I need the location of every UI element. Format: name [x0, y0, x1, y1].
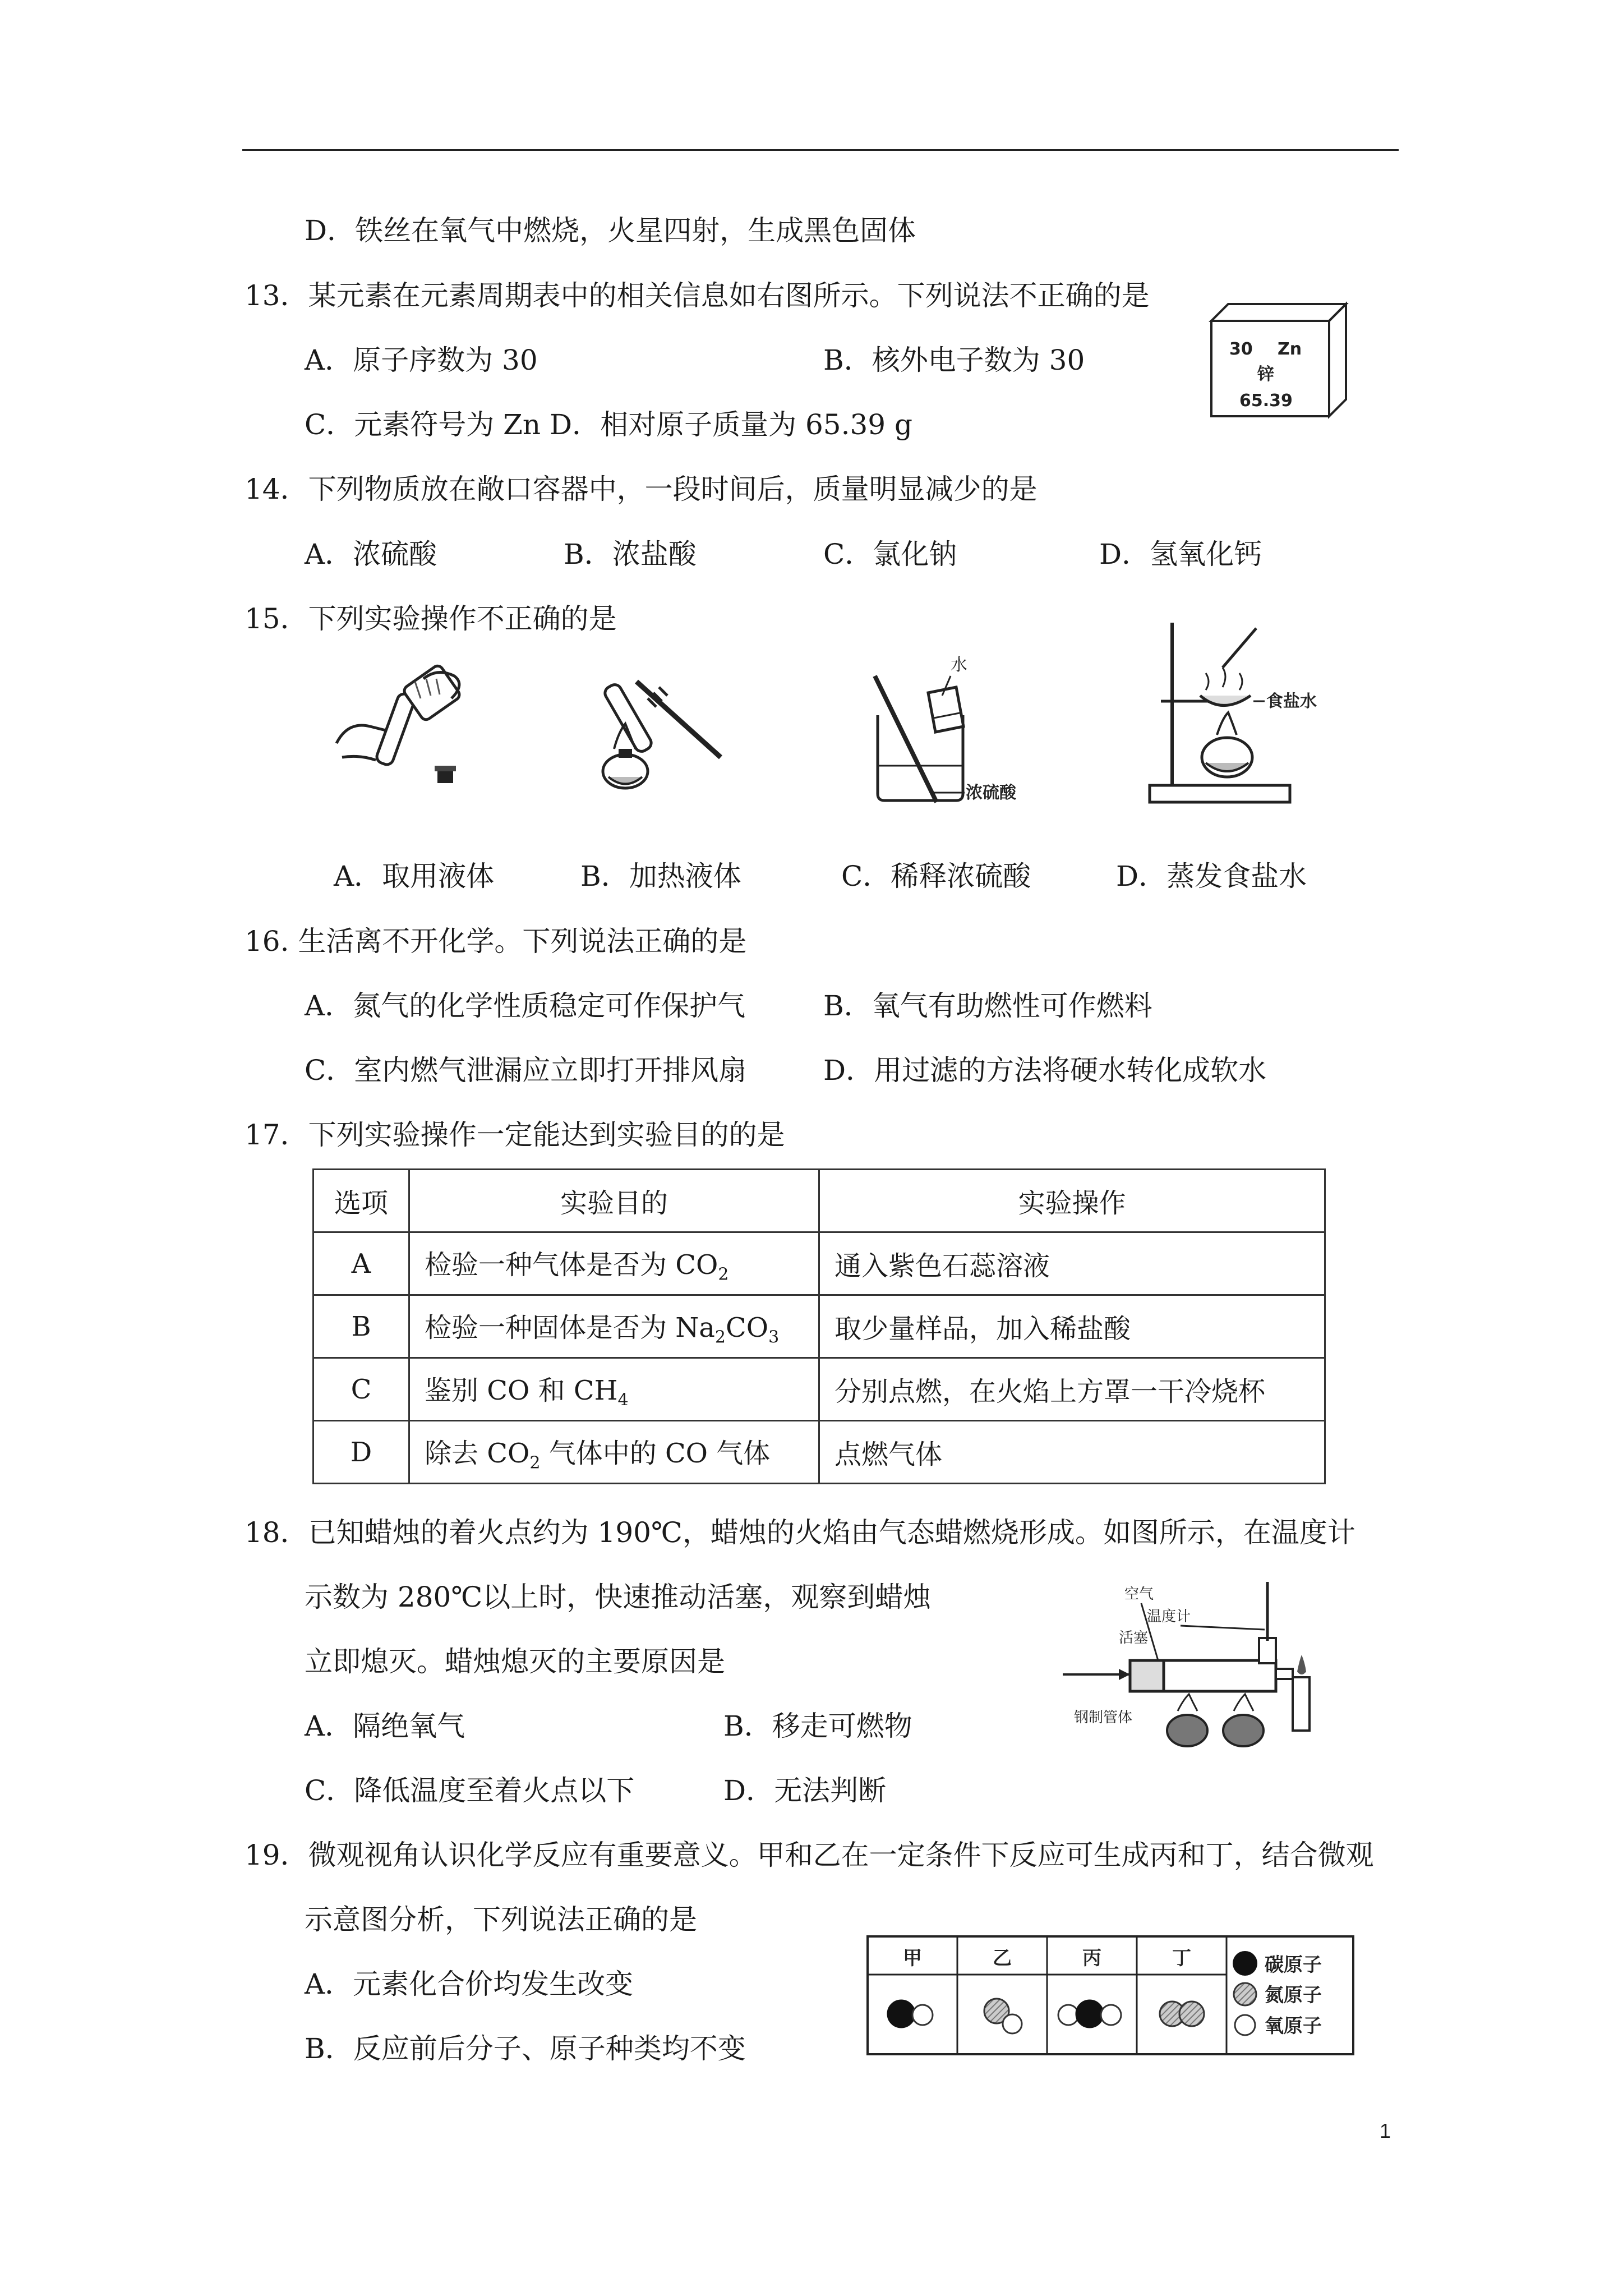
legend-oxygen: 氧原子: [1265, 2015, 1322, 2037]
fig-air-label: 空气: [1124, 1586, 1154, 1603]
q19-option-a: A．元素化合价均发生改变: [305, 1968, 634, 2000]
table-row: [313, 1295, 1325, 1358]
q15-label-a: A．取用液体: [334, 860, 495, 892]
table-header-option: 选项: [313, 1170, 409, 1232]
q14-option-a: A．浓硫酸: [305, 538, 437, 570]
q19-option-b: B．反应前后分子、原子种类均不变: [305, 2032, 746, 2065]
fig-c-acid-label: 浓硫酸: [966, 783, 1016, 803]
fig-thermometer-label: 温度计: [1147, 1608, 1191, 1625]
q15-label-b: B．加热液体: [580, 860, 741, 892]
q13-option-cd: C．元素符号为 Zn D．相对原子质量为 65.39 g: [305, 408, 913, 441]
q18-stem-line1: 18．已知蜡烛的着火点约为 190℃，蜡烛的火焰由气态蜡燃烧形成。如图所示，在温度计: [245, 1516, 1355, 1549]
element-symbol: Zn: [1278, 339, 1302, 359]
header-bing: 丙: [1082, 1947, 1101, 1970]
row-d-operation: 点燃气体: [819, 1421, 1325, 1484]
legend-carbon: 碳原子: [1265, 1954, 1322, 1976]
q15-label-d: D．蒸发食盐水: [1116, 860, 1307, 892]
row-b-option: B: [313, 1295, 409, 1358]
page-number: 1: [1380, 2119, 1391, 2142]
q17-table: [312, 1168, 1326, 1484]
q18-option-b: B．移走可燃物: [723, 1710, 912, 1742]
fig-b-heat-liquid: [592, 665, 737, 805]
q18-option-d: D．无法判断: [723, 1774, 887, 1807]
element-card-figure: [1206, 298, 1352, 422]
q13-option-b: B．核外电子数为 30: [823, 344, 1085, 376]
q14-option-c: C．氯化钠: [823, 538, 957, 570]
table-row: [313, 1232, 1325, 1295]
header-yi: 乙: [993, 1947, 1012, 1970]
element-number: 30: [1229, 339, 1253, 359]
row-d-aim: 除去 $CO_2$ 气体中的 CO 气体: [409, 1421, 819, 1484]
q15-label-c: C．稀释浓硫酸: [841, 860, 1031, 892]
row-a-aim: 检验一种气体是否为 $CO_2$: [409, 1232, 819, 1295]
q18-stem-line3: 立即熄灭。蜡烛熄灭的主要原因是: [305, 1645, 725, 1678]
q16-option-d: D．用过滤的方法将硬水转化成软水: [823, 1054, 1267, 1087]
table-header-aim: 实验目的: [409, 1170, 819, 1232]
q16-stem: 16. 生活离不开化学。下列说法正确的是: [245, 925, 747, 958]
header-rule: [242, 149, 1399, 151]
table-row: [313, 1421, 1325, 1484]
q13-stem: 13．某元素在元素周期表中的相关信息如右图所示。下列说法不正确的是: [245, 279, 1150, 312]
fig-tube-label: 钢制管体: [1074, 1709, 1133, 1726]
fig-d-label: 食盐水: [1266, 692, 1317, 711]
q16-option-c: C．室内燃气泄漏应立即打开排风扇: [305, 1054, 747, 1087]
q14-option-b: B．浓盐酸: [564, 538, 697, 570]
q14-stem: 14．下列物质放在敞口容器中，一段时间后，质量明显减少的是: [245, 473, 1038, 505]
q18-option-c: C．降低温度至着火点以下: [305, 1774, 635, 1807]
q14-option-d: D．氢氧化钙: [1099, 538, 1262, 570]
fig-a-pour-liquid: [325, 659, 477, 794]
row-c-aim: 鉴别 CO 和 $CH_4$: [409, 1358, 819, 1421]
q16-option-b: B．氧气有助燃性可作燃料: [823, 990, 1152, 1022]
fig-piston-label: 活塞: [1119, 1630, 1149, 1646]
row-c-option: C: [313, 1358, 409, 1421]
q17-stem: 17．下列实验操作一定能达到实验目的的是: [245, 1119, 785, 1151]
element-mass: 65.39: [1239, 391, 1293, 411]
row-a-option: A: [313, 1232, 409, 1295]
q16-option-a: A．氮气的化学性质稳定可作保护气: [305, 990, 746, 1022]
table-header-row: [313, 1170, 1325, 1232]
row-a-operation: 通入紫色石蕊溶液: [819, 1232, 1325, 1295]
row-b-aim: 检验一种固体是否为 $Na_2CO_3$: [409, 1295, 819, 1358]
q18-option-a: A．隔绝氧气: [305, 1710, 465, 1742]
fig-c-water-label: 水: [951, 655, 967, 675]
q18-stem-line2: 示数为 280℃以上时，快速推动活塞，观察到蜡烛: [305, 1581, 932, 1613]
q15-stem: 15．下列实验操作不正确的是: [245, 602, 617, 635]
row-b-operation: 取少量样品，加入稀盐酸: [819, 1295, 1325, 1358]
table-row: [313, 1358, 1325, 1421]
q18-apparatus-figure: [1063, 1576, 1326, 1756]
header-jia: 甲: [903, 1947, 922, 1970]
q19-stem-line2: 示意图分析，下列说法正确的是: [305, 1903, 697, 1936]
q12-option-d: D．铁丝在氧气中燃烧，火星四射，生成黑色固体: [305, 214, 916, 247]
header-ding: 丁: [1172, 1947, 1191, 1970]
row-d-option: D: [313, 1421, 409, 1484]
table-header-operation: 实验操作: [819, 1170, 1325, 1232]
q19-stem-line1: 19．微观视角认识化学反应有重要意义。甲和乙在一定条件下反应可生成丙和丁，结合微观: [245, 1839, 1374, 1871]
q13-option-a: A．原子序数为 30: [305, 344, 538, 376]
fig-c-dilute-acid: [864, 654, 1060, 805]
legend-nitrogen: 氮原子: [1265, 1984, 1322, 2007]
fig-d-evaporate-salt-water: [1144, 617, 1324, 808]
element-name: 锌: [1257, 365, 1274, 384]
row-c-operation: 分别点燃，在火焰上方罩一干冷烧杯: [819, 1358, 1325, 1421]
q19-micro-diagram: [866, 1935, 1354, 2056]
